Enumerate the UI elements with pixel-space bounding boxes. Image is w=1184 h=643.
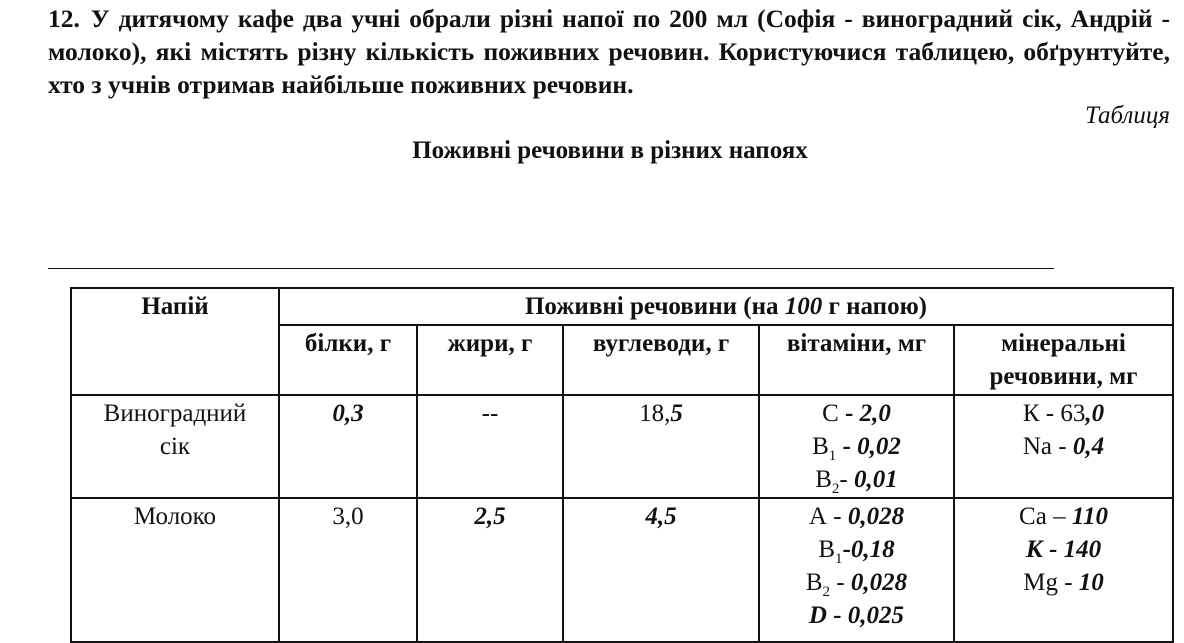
header-drink: Напій <box>71 288 279 395</box>
cell-milk-fats: 2,5 <box>417 498 563 642</box>
milk-mineral-ca: Ca – 110 <box>1019 503 1108 530</box>
cell-milk-vitamins <box>759 498 954 642</box>
header-proteins: білки, г <box>279 325 417 395</box>
grape-vitamin-b1: $B_1 - 0,02$ <box>812 433 901 464</box>
table-row-milk <box>71 498 1173 642</box>
cell-grape-fats: -- <box>417 395 563 498</box>
grape-vitamin-b2: $B_2-$ 0,01 <box>815 466 898 497</box>
table-title: Поживні речовини в різних напоях <box>412 137 808 164</box>
nutrients-table <box>70 287 1174 643</box>
header-minerals: мінеральні речовини, мг <box>954 325 1173 395</box>
cell-grape-minerals <box>954 395 1173 498</box>
milk-vitamin-d: D - 0,025 <box>808 602 905 629</box>
cell-grape-carbs: 18,5 <box>563 395 759 498</box>
header-vitamins: вітаміни, мг <box>759 325 954 395</box>
milk-mineral-k: К - 140 <box>1025 536 1102 563</box>
grape-mineral-na: Na - 0,4 <box>1022 433 1105 460</box>
milk-vitamin-a: А - 0,028 <box>808 503 905 530</box>
header-carbs: вуглеводи, г <box>563 325 759 395</box>
milk-vitamin-b2: $B_2 - 0,028$ <box>805 569 908 600</box>
table-header-row <box>71 288 1173 325</box>
task-number: 12. <box>48 4 80 33</box>
cell-milk-proteins: 3,0 <box>279 498 417 642</box>
grape-mineral-k: К - 63,0 <box>1022 400 1105 427</box>
cell-milk-minerals <box>954 498 1173 642</box>
answer-line <box>48 268 1054 269</box>
grape-vitamin-c: С - 2,0 <box>822 400 891 427</box>
header-nutrients: Поживні речовини (на 100 г напою) <box>279 288 1173 325</box>
header-fats: жири, г <box>417 325 563 395</box>
header-nutrients-amount: 100 <box>784 293 823 320</box>
cell-grape-proteins: 0,3 <box>279 395 417 498</box>
milk-vitamin-b1: $B_1-0,18$ <box>818 536 895 567</box>
task-body: У дитячому кафе два учні обрали різні напої по 200 мл (Софія - виноградний сік, Андрій - молоко), які містять різну кількість поживних речовин. Користуючися таблицею, обґрунтуйте, хто з учнів отримав найбільше поживних речовин. <box>48 4 1170 99</box>
cell-milk-name: Молоко <box>71 498 279 642</box>
task-text <box>48 2 1170 101</box>
table-caption: Таблиця <box>1085 102 1170 129</box>
milk-mineral-mg: Mg - 10 <box>1023 569 1104 596</box>
cell-grape-name: Виноградний сік <box>71 395 279 498</box>
cell-milk-carbs: 4,5 <box>563 498 759 642</box>
cell-grape-vitamins <box>759 395 954 498</box>
table-row-grape-juice <box>71 395 1173 498</box>
